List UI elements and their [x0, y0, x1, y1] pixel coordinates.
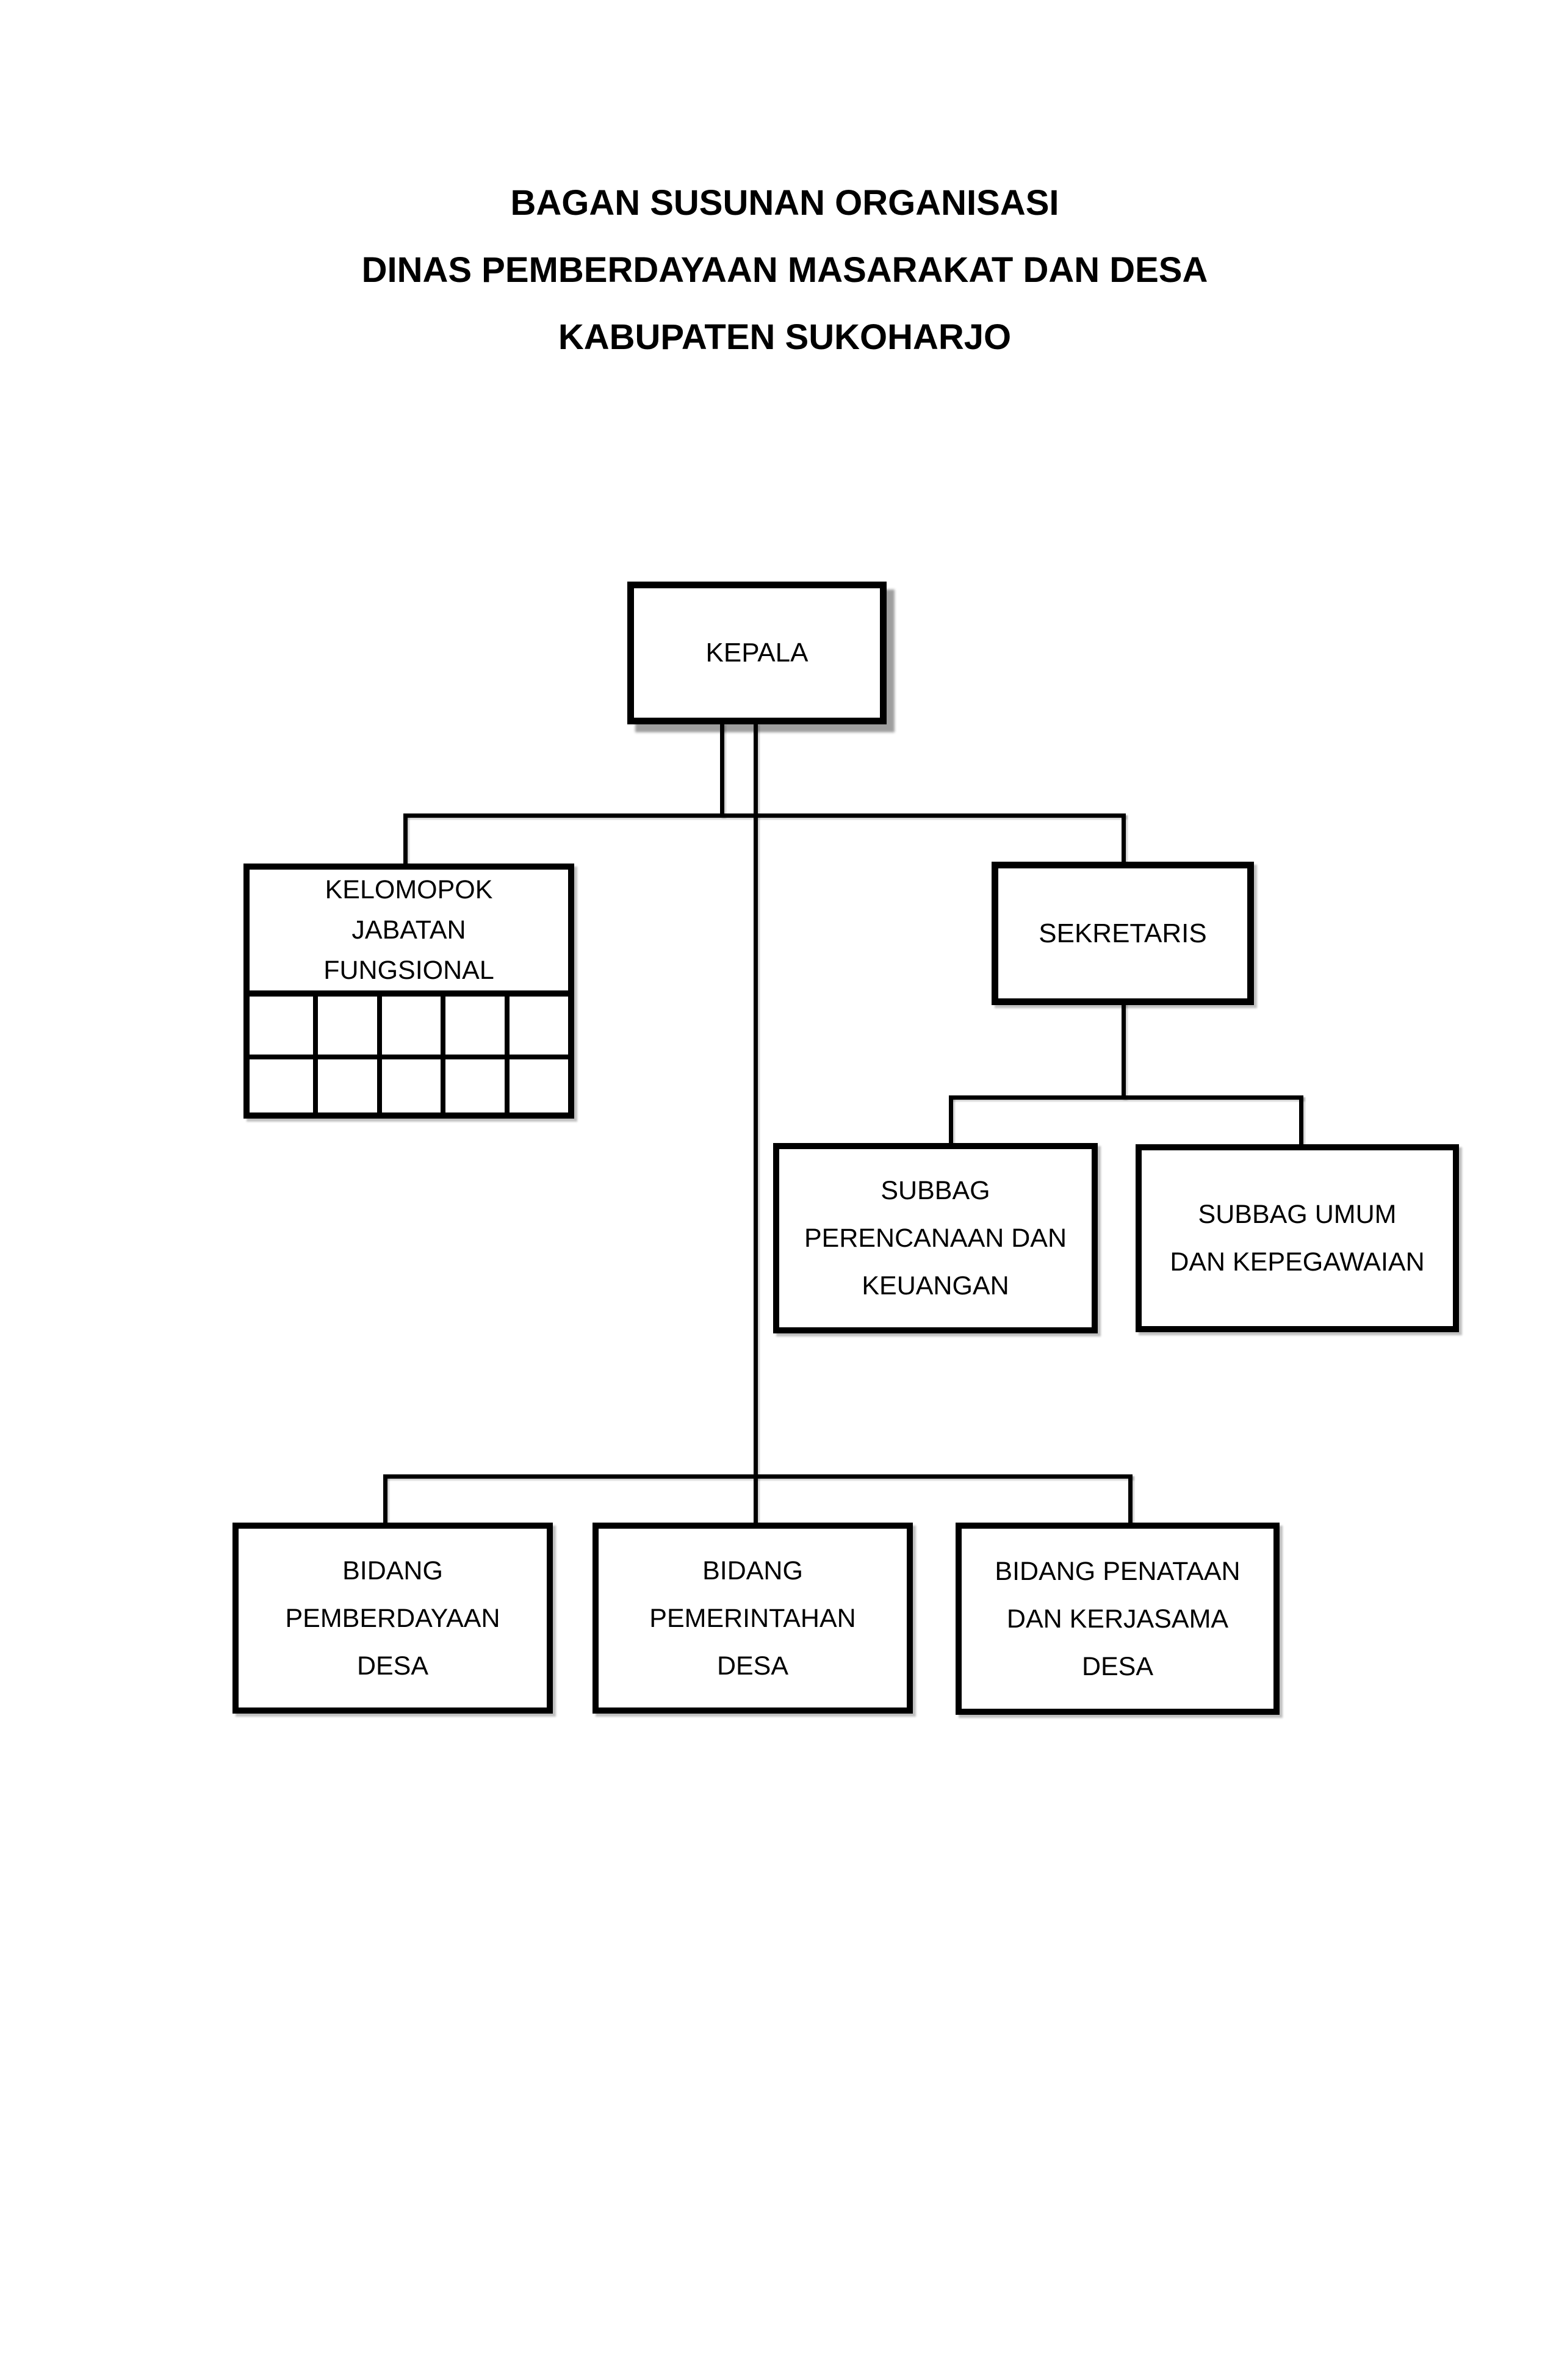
node-subbag-umum-kepegawaian	[1136, 1144, 1459, 1332]
node-sekretaris	[992, 862, 1254, 1005]
node-subbag-perencanaan-line-2: PERENCANAAN DAN	[804, 1224, 1067, 1253]
node-kepala	[627, 582, 887, 724]
node-bidang-pemberdayaan-desa	[232, 1523, 553, 1714]
grid-cell	[377, 1055, 441, 1112]
connector-bidang-branch	[383, 1474, 1133, 1479]
title-line-2: DINAS PEMBERDAYAAN MASARAKAT DAN DESA	[361, 250, 1208, 290]
node-subbag-umum-line-2: DAN KEPEGAWAIAN	[1170, 1247, 1425, 1277]
node-kelompok-label	[250, 870, 568, 990]
node-sekretaris-label: SEKRETARIS	[1039, 918, 1207, 948]
title-line-3: KABUPATEN SUKOHARJO	[558, 317, 1012, 357]
grid-cell	[313, 997, 376, 1055]
grid-cell	[441, 1055, 504, 1112]
connector-to-sekretaris	[1122, 813, 1126, 865]
node-kepala-label: KEPALA	[705, 638, 809, 668]
node-subbag-perencanaan-line-1: SUBBAG	[881, 1176, 990, 1205]
connector-to-subbag-umum	[1299, 1095, 1303, 1148]
node-bidang-pemerintahan-line-2: PEMERINTAHAN	[649, 1603, 856, 1633]
node-bidang-pemberdayaan-line-2: PEMBERDAYAAN	[285, 1603, 500, 1633]
node-bidang-penataan-kerjasama-desa	[956, 1523, 1280, 1715]
node-kelompok-line-2: JABATAN	[351, 915, 466, 945]
node-bidang-penataan-line-3: DESA	[1081, 1651, 1154, 1681]
node-kelompok-jabatan-fungsional	[243, 864, 574, 1119]
functional-vacancy-grid	[250, 990, 568, 1112]
node-bidang-pemerintahan-line-1: BIDANG	[702, 1556, 803, 1585]
node-subbag-perencanaan-keuangan	[773, 1143, 1098, 1333]
node-kelompok-line-1: KELOMOPOK	[325, 875, 493, 904]
connector-to-subbag-perencanaan	[949, 1095, 953, 1147]
node-bidang-penataan-line-1: BIDANG PENATAAN	[995, 1556, 1241, 1586]
connector-to-kelompok	[403, 813, 408, 867]
connector-to-bidang-pemberdayaan	[383, 1474, 387, 1526]
grid-cell	[313, 1055, 376, 1112]
node-subbag-perencanaan-line-3: KEUANGAN	[862, 1271, 1009, 1300]
grid-cell	[250, 1055, 313, 1112]
connector-row2-branch	[403, 813, 1126, 818]
chart-title	[13, 170, 1556, 371]
connector-to-bidang-penataan	[1128, 1474, 1133, 1526]
node-bidang-pemerintahan-desa	[593, 1523, 913, 1714]
grid-cell	[505, 997, 568, 1055]
connector-sekretaris-drop	[1122, 1001, 1126, 1098]
node-subbag-umum-line-1: SUBBAG UMUM	[1198, 1200, 1397, 1229]
node-kelompok-line-3: FUNGSIONAL	[323, 956, 494, 985]
grid-cell	[250, 997, 313, 1055]
node-bidang-pemberdayaan-line-3: DESA	[356, 1651, 429, 1681]
grid-cell	[441, 997, 504, 1055]
grid-cell	[505, 1055, 568, 1112]
connector-subbag-branch	[949, 1095, 1303, 1100]
node-bidang-pemberdayaan-line-1: BIDANG	[342, 1556, 443, 1585]
node-bidang-pemerintahan-line-3: DESA	[716, 1651, 789, 1681]
title-line-1: BAGAN SUSUNAN ORGANISASI	[510, 183, 1059, 223]
node-bidang-penataan-line-2: DAN KERJASAMA	[1006, 1604, 1229, 1634]
connector-kepala-left-drop	[720, 723, 724, 817]
connector-central-spine	[754, 723, 758, 1526]
grid-cell	[377, 997, 441, 1055]
